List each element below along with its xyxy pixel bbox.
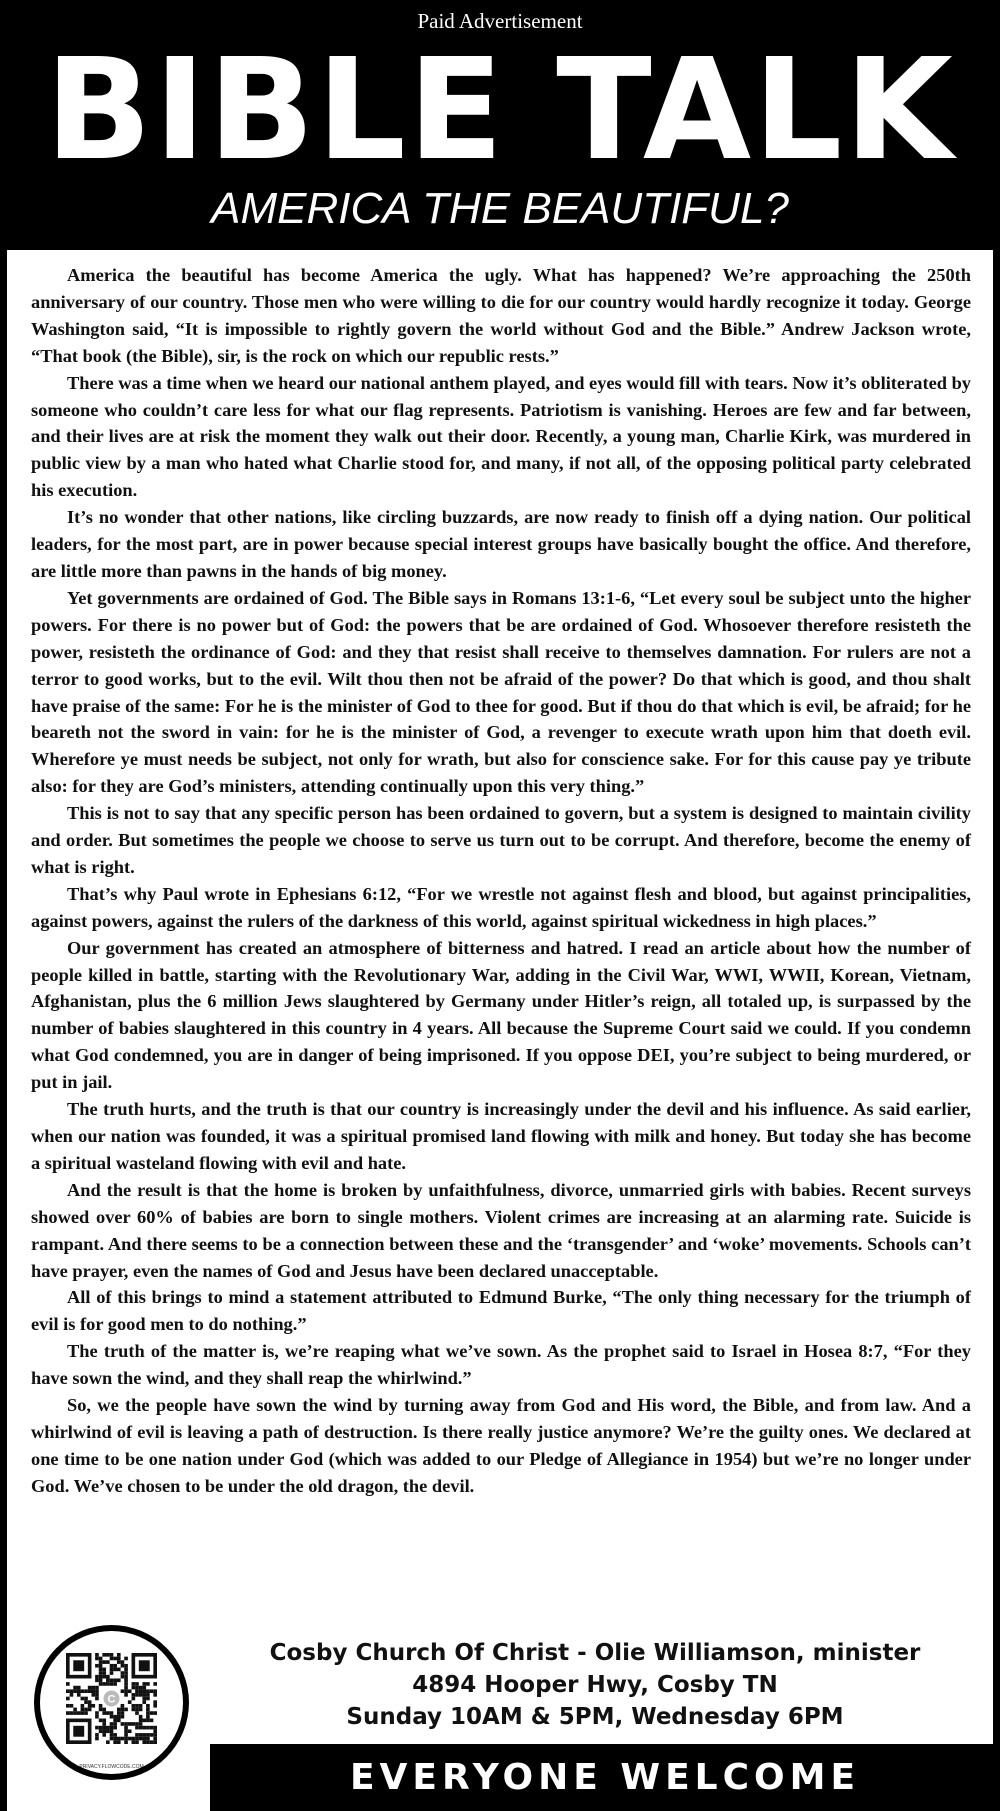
qr-center-letter: C [107,1693,116,1706]
qr-module [124,1682,128,1686]
qr-finder [139,1660,150,1671]
qr-module [95,1678,99,1682]
qr-module [106,1726,110,1730]
qr-module [153,1689,157,1693]
qr-module [135,1686,139,1690]
qr-module [91,1689,95,1693]
qr-module [124,1733,128,1737]
qr-module [117,1737,121,1741]
qr-module [110,1726,114,1730]
qr-module [132,1740,136,1744]
qr-module [124,1689,128,1693]
qr-module [113,1678,117,1682]
qr-module [91,1693,95,1697]
paragraph: Our government has created an atmosphere of bitterness and hatred. I read an article about how the number of people killed in battle, starting with the Revolutionary War, adding in the Civil War, WWI, WWII, Korean, Vietnam, Afghanistan, plus the 6 million Jews slaughtered by Germany under Hitler’s reign, all totaled up, is surpassed by the number of babies slaughtered in this country in 4 years. All because the Supreme Court said we could. If you condemn what God condemned, you are in danger of being imprisoned. If you oppose DEI, you’re subject to being murdered, or put in jail. [31,937,971,1093]
qr-module [66,1711,70,1715]
qr-module [142,1697,146,1701]
qr-module [106,1729,110,1733]
qr-module [153,1693,157,1697]
qr-module [142,1682,146,1686]
qr-module [153,1711,157,1715]
qr-module [146,1682,150,1686]
qr-module [99,1668,103,1672]
qr-module [135,1726,139,1730]
qr-module [121,1737,125,1741]
qr-module [113,1719,117,1723]
qr-module [153,1733,157,1737]
church-info [235,1637,955,1733]
qr-module [110,1671,114,1675]
qr-module [150,1719,154,1723]
qr-module [117,1668,121,1672]
qr-module [117,1678,121,1682]
qr-module [106,1740,110,1744]
qr-module [124,1693,128,1697]
qr-module [110,1737,114,1741]
header-banner [0,0,1000,250]
qr-module [153,1729,157,1733]
paragraph: There was a time when we heard our national anthem played, and eyes would fill with tears. Now it’s obliterated by someone who couldn’t care less for what our flag represents. Patriotism is vanishing. Heroes are few and far between, and their lives are at risk the moment they walk out their door. Recently, a young man, Charlie Kirk, was murdered in public view by a man who hated what Charlie stood for, and many, if not all, of the opposing political party celebrated his execution. [31,372,971,501]
qr-module [139,1689,143,1693]
qr-module [99,1671,103,1675]
qr-module [142,1740,146,1744]
qr-module [70,1693,74,1697]
qr-module [106,1711,110,1715]
qr-module [70,1704,74,1708]
service-times: Sunday 10AM & 5PM, Wednesday 6PM [346,1704,844,1730]
qr-module [139,1693,143,1697]
qr-module [128,1689,132,1693]
qr-module [73,1689,77,1693]
qr-module [88,1689,92,1693]
qr-module [117,1711,121,1715]
qr-module [150,1711,154,1715]
qr-code-pattern [66,1653,157,1744]
qr-module [139,1719,143,1723]
qr-module [95,1715,99,1719]
qr-module [99,1704,103,1708]
qr-module [142,1689,146,1693]
qr-module [102,1660,106,1664]
qr-module [73,1686,77,1690]
qr-module [135,1711,139,1715]
paragraph: So, we the people have sown the wind by turning away from God and His word, the Bible, and from law. And a whirlwind of evil is leaving a path of destruction. Is there really justice anymore? We’re the guilty ones. We declared at one time to be one nation under God (which was added to our Pledge of Allegiance in 1954) but we’re no longer under God. We’ve chosen to be under the old dragon, the devil. [31,1395,971,1496]
qr-module [102,1708,106,1712]
qr-module [139,1704,143,1708]
qr-module [128,1737,132,1741]
qr-module [124,1671,128,1675]
qr-module [139,1733,143,1737]
qr-module [99,1682,103,1686]
qr-module [142,1733,146,1737]
qr-module [124,1708,128,1712]
paragraph: The truth of the matter is, we’re reaping what we’ve sown. As the prophet said to Israel in Hosea 8:7, “For they have sown the wind, and they shall reap the whirlwind.” [31,1341,971,1389]
qr-module [66,1689,70,1693]
qr-module [73,1711,77,1715]
qr-module [121,1711,125,1715]
qr-module [153,1726,157,1730]
qr-module [146,1689,150,1693]
church-name: Cosby Church Of Christ - Olie Williamson, minister [269,1640,921,1666]
qr-module [142,1726,146,1730]
qr-module [135,1733,139,1737]
qr-module [99,1729,103,1733]
qr-module [95,1726,99,1730]
qr-module [113,1740,117,1744]
qr-module [106,1653,110,1657]
qr-module [70,1711,74,1715]
qr-module [113,1682,117,1686]
qr-module [88,1708,92,1712]
qr-module [128,1722,132,1726]
qr-module [102,1671,106,1675]
qr-module [81,1711,85,1715]
qr-module [139,1708,143,1712]
qr-module [150,1740,154,1744]
qr-module [106,1660,110,1664]
qr-module [102,1668,106,1672]
qr-module [146,1715,150,1719]
qr-module [124,1737,128,1741]
qr-module [102,1729,106,1733]
qr-module [142,1693,146,1697]
qr-module [121,1675,125,1679]
qr-module [99,1675,103,1679]
qr-module [142,1700,146,1704]
qr-module [66,1697,70,1701]
qr-module [102,1719,106,1723]
qr-module [146,1740,150,1744]
qr-module [135,1737,139,1741]
qr-module [146,1693,150,1697]
qr-module [117,1657,121,1661]
paragraph: That’s why Paul wrote in Ephesians 6:12, “For we wrestle not against flesh and blood, but against principalities, against powers, against the rulers of the darkness of this world, against spiritual wickedness in high places.” [31,883,971,931]
qr-module [146,1697,150,1701]
qr-module [135,1682,139,1686]
qr-module [88,1686,92,1690]
qr-module [106,1682,110,1686]
qr-module [99,1657,103,1661]
qr-module [139,1686,143,1690]
qr-module [95,1733,99,1737]
qr-module [110,1668,114,1672]
qr-module [66,1682,70,1686]
qr-module [81,1704,85,1708]
qr-module [132,1708,136,1712]
qr-module [117,1653,121,1657]
qr-module [117,1660,121,1664]
qr-module [153,1682,157,1686]
qr-module [121,1660,125,1664]
qr-module [124,1686,128,1690]
qr-module [84,1708,88,1712]
qr-module [121,1708,125,1712]
qr-module [95,1653,99,1657]
qr-module [132,1722,136,1726]
qr-finder [73,1660,84,1671]
qr-module [77,1693,81,1697]
qr-module [84,1689,88,1693]
qr-module [102,1711,106,1715]
qr-module [113,1737,117,1741]
qr-module [84,1711,88,1715]
qr-module [121,1671,125,1675]
qr-module [117,1715,121,1719]
qr-module [146,1708,150,1712]
qr-module [121,1715,125,1719]
qr-module [113,1733,117,1737]
qr-module [117,1708,121,1712]
qr-module [135,1693,139,1697]
qr-module [77,1689,81,1693]
qr-module [102,1726,106,1730]
qr-module [106,1678,110,1682]
qr-module [110,1682,114,1686]
qr-module [146,1719,150,1723]
qr-module [150,1733,154,1737]
qr-module [135,1722,139,1726]
qr-module [102,1653,106,1657]
qr-module [135,1708,139,1712]
qr-module [99,1719,103,1723]
qr-module [124,1657,128,1661]
qr-module [117,1719,121,1723]
qr-module [81,1708,85,1712]
qr-module [135,1704,139,1708]
qr-module [139,1737,143,1741]
qr-module [102,1682,106,1686]
qr-module [146,1704,150,1708]
footer-banner [210,1744,1000,1811]
qr-module [139,1726,143,1730]
qr-module [73,1708,77,1712]
qr-module [113,1668,117,1672]
qr-module [110,1657,114,1661]
qr-module [110,1711,114,1715]
qr-module [124,1668,128,1672]
paragraph: America the beautiful has become America the ugly. What has happened? We’re approaching the 250th anniversary of our country. Those men who were willing to die for our country would hardly recognize it today. George Washington said, “It is impossible to rightly govern the world without God and the Bible.” Andrew Jackson wrote, “That book (the Bible), sir, is the rock on which our republic rests.” [31,265,971,366]
qr-module [95,1711,99,1715]
qr-module [121,1704,125,1708]
qr-module [153,1737,157,1741]
qr-module [88,1700,92,1704]
qr-module [95,1689,99,1693]
qr-module [110,1722,114,1726]
qr-module [66,1704,70,1708]
qr-module [121,1722,125,1726]
qr-module [113,1726,117,1730]
qr-module [121,1664,125,1668]
qr-module [132,1697,136,1701]
paid-advertisement-label: Paid Advertisement [417,9,583,33]
qr-module [110,1653,114,1657]
qr-module [142,1686,146,1690]
qr-module [77,1686,81,1690]
qr-module [91,1704,95,1708]
qr-module [113,1664,117,1668]
paragraph: All of this brings to mind a statement attributed to Edmund Burke, “The only thing necessary for the triumph of evil is for good men to do nothing.” [31,1287,971,1335]
qr-module [110,1678,114,1682]
qr-module [95,1693,99,1697]
qr-module [95,1675,99,1679]
qr-module [146,1737,150,1741]
qr-module [142,1737,146,1741]
paragraph: Yet governments are ordained of God. The Bible says in Romans 13:1-6, “Let every soul be subject unto the higher powers. For there is no power but of God: the powers that be are ordained of God. Whosoever therefore resisteth the power, resisteth the ordinance of God: and they that resist shall receive to themselves damnation. For rulers are not a terror to good works, but to the evil. Wilt thou then not be afraid of the power? Do that which is good, and thou shalt have praise of the same: For he is the minister of God to thee for good. But if thou do that which is evil, be afraid; for he beareth not the sword in vain: for he is the minister of God, a revenger to execute wrath upon him that doeth evil. Wherefore ye must needs be subject, not only for wrath, but also for conscience sake. For for this cause pay ye tribute also: for they are God’s ministers, attending continually upon this very thing.” [31,587,971,797]
qr-module [102,1733,106,1737]
qr-module [110,1733,114,1737]
qr-module [132,1737,136,1741]
qr-module [121,1689,125,1693]
qr-module [81,1697,85,1701]
qr-module [70,1689,74,1693]
qr-module [77,1711,81,1715]
article-body [31,262,971,1500]
qr-module [124,1678,128,1682]
qr-module [132,1682,136,1686]
paragraph: And the result is that the home is broken by unfaithfulness, divorce, unmarried girls with babies. Recent surveys showed over 60% of babies are born to single mothers. Violent crimes are increasing at an alarming rate. Suicide is rampant. And there seems to be a connection between these and the ‘transgender’ and ‘woke’ movements. Schools can’t have prayer, even the names of God and Jesus have been declared unacceptable. [31,1179,971,1281]
qr-module [132,1693,136,1697]
qr-module [99,1660,103,1664]
qr-module [110,1715,114,1719]
qr-module [110,1664,114,1668]
qr-module [124,1675,128,1679]
qr-module [99,1664,103,1668]
qr-module [150,1689,154,1693]
qr-module [84,1700,88,1704]
paragraph: It’s no wonder that other nations, like circling buzzards, are now ready to finish off a dying nation. Our political leaders, for the most part, are in power because special interest groups have basically bought the office. And therefore, are little more than pawns in the hands of big money. [31,507,971,581]
qr-module [146,1726,150,1730]
qr-module [139,1722,143,1726]
qr-module [102,1722,106,1726]
qr-module [95,1664,99,1668]
qr-module [113,1722,117,1726]
qr-module [95,1737,99,1741]
qr-module [99,1678,103,1682]
qr-module [132,1686,136,1690]
qr-module [150,1726,154,1730]
qr-module [117,1740,121,1744]
page-subtitle: AMERICA THE BEAUTIFUL? [211,184,789,233]
church-address: 4894 Hooper Hwy, Cosby TN [412,1672,778,1698]
qr-module [153,1740,157,1744]
qr-module [153,1700,157,1704]
qr-module [95,1657,99,1661]
qr-module [99,1726,103,1730]
qr-module [142,1719,146,1723]
qr-module [110,1729,114,1733]
page-title: BIBLE TALK [45,29,955,192]
qr-module [113,1715,117,1719]
qr-module [146,1733,150,1737]
qr-module [124,1740,128,1744]
qr-module [84,1697,88,1701]
qr-code-badge [40,1631,183,1774]
qr-module [146,1711,150,1715]
qr-module [106,1675,110,1679]
qr-module [124,1729,128,1733]
qr-module [139,1715,143,1719]
qr-module [128,1700,132,1704]
qr-module [153,1704,157,1708]
qr-module [113,1657,117,1661]
qr-module [132,1704,136,1708]
qr-module [124,1664,128,1668]
paragraph: The truth hurts, and the truth is that our country is increasingly under the devil and his influence. As said earlier, when our nation was founded, it was a spiritual promised land flowing with milk and honey. But today she has become a spiritual wasteland flowing with evil and hate. [31,1099,971,1173]
qr-code-icon[interactable] [34,1625,189,1780]
qr-module [124,1726,128,1730]
qr-finder [73,1726,84,1737]
qr-module [99,1708,103,1712]
qr-module [95,1697,99,1701]
qr-caption: PRIVACY.FLOWCODE.COM [79,1764,144,1770]
qr-module [95,1686,99,1690]
qr-module [135,1740,139,1744]
qr-module [102,1675,106,1679]
qr-module [81,1689,85,1693]
qr-module [128,1729,132,1733]
qr-module [135,1689,139,1693]
qr-module [88,1704,92,1708]
paragraph: This is not to say that any specific person has been ordained to govern, but a system is designed to maintain civility and order. But sometimes the people we choose to serve us turn out to be corrupt. And therefore, become the enemy of what is right. [31,803,971,877]
qr-module [91,1686,95,1690]
everyone-welcome-text: EVERYONE WELCOME [349,1757,861,1798]
qr-module [124,1722,128,1726]
